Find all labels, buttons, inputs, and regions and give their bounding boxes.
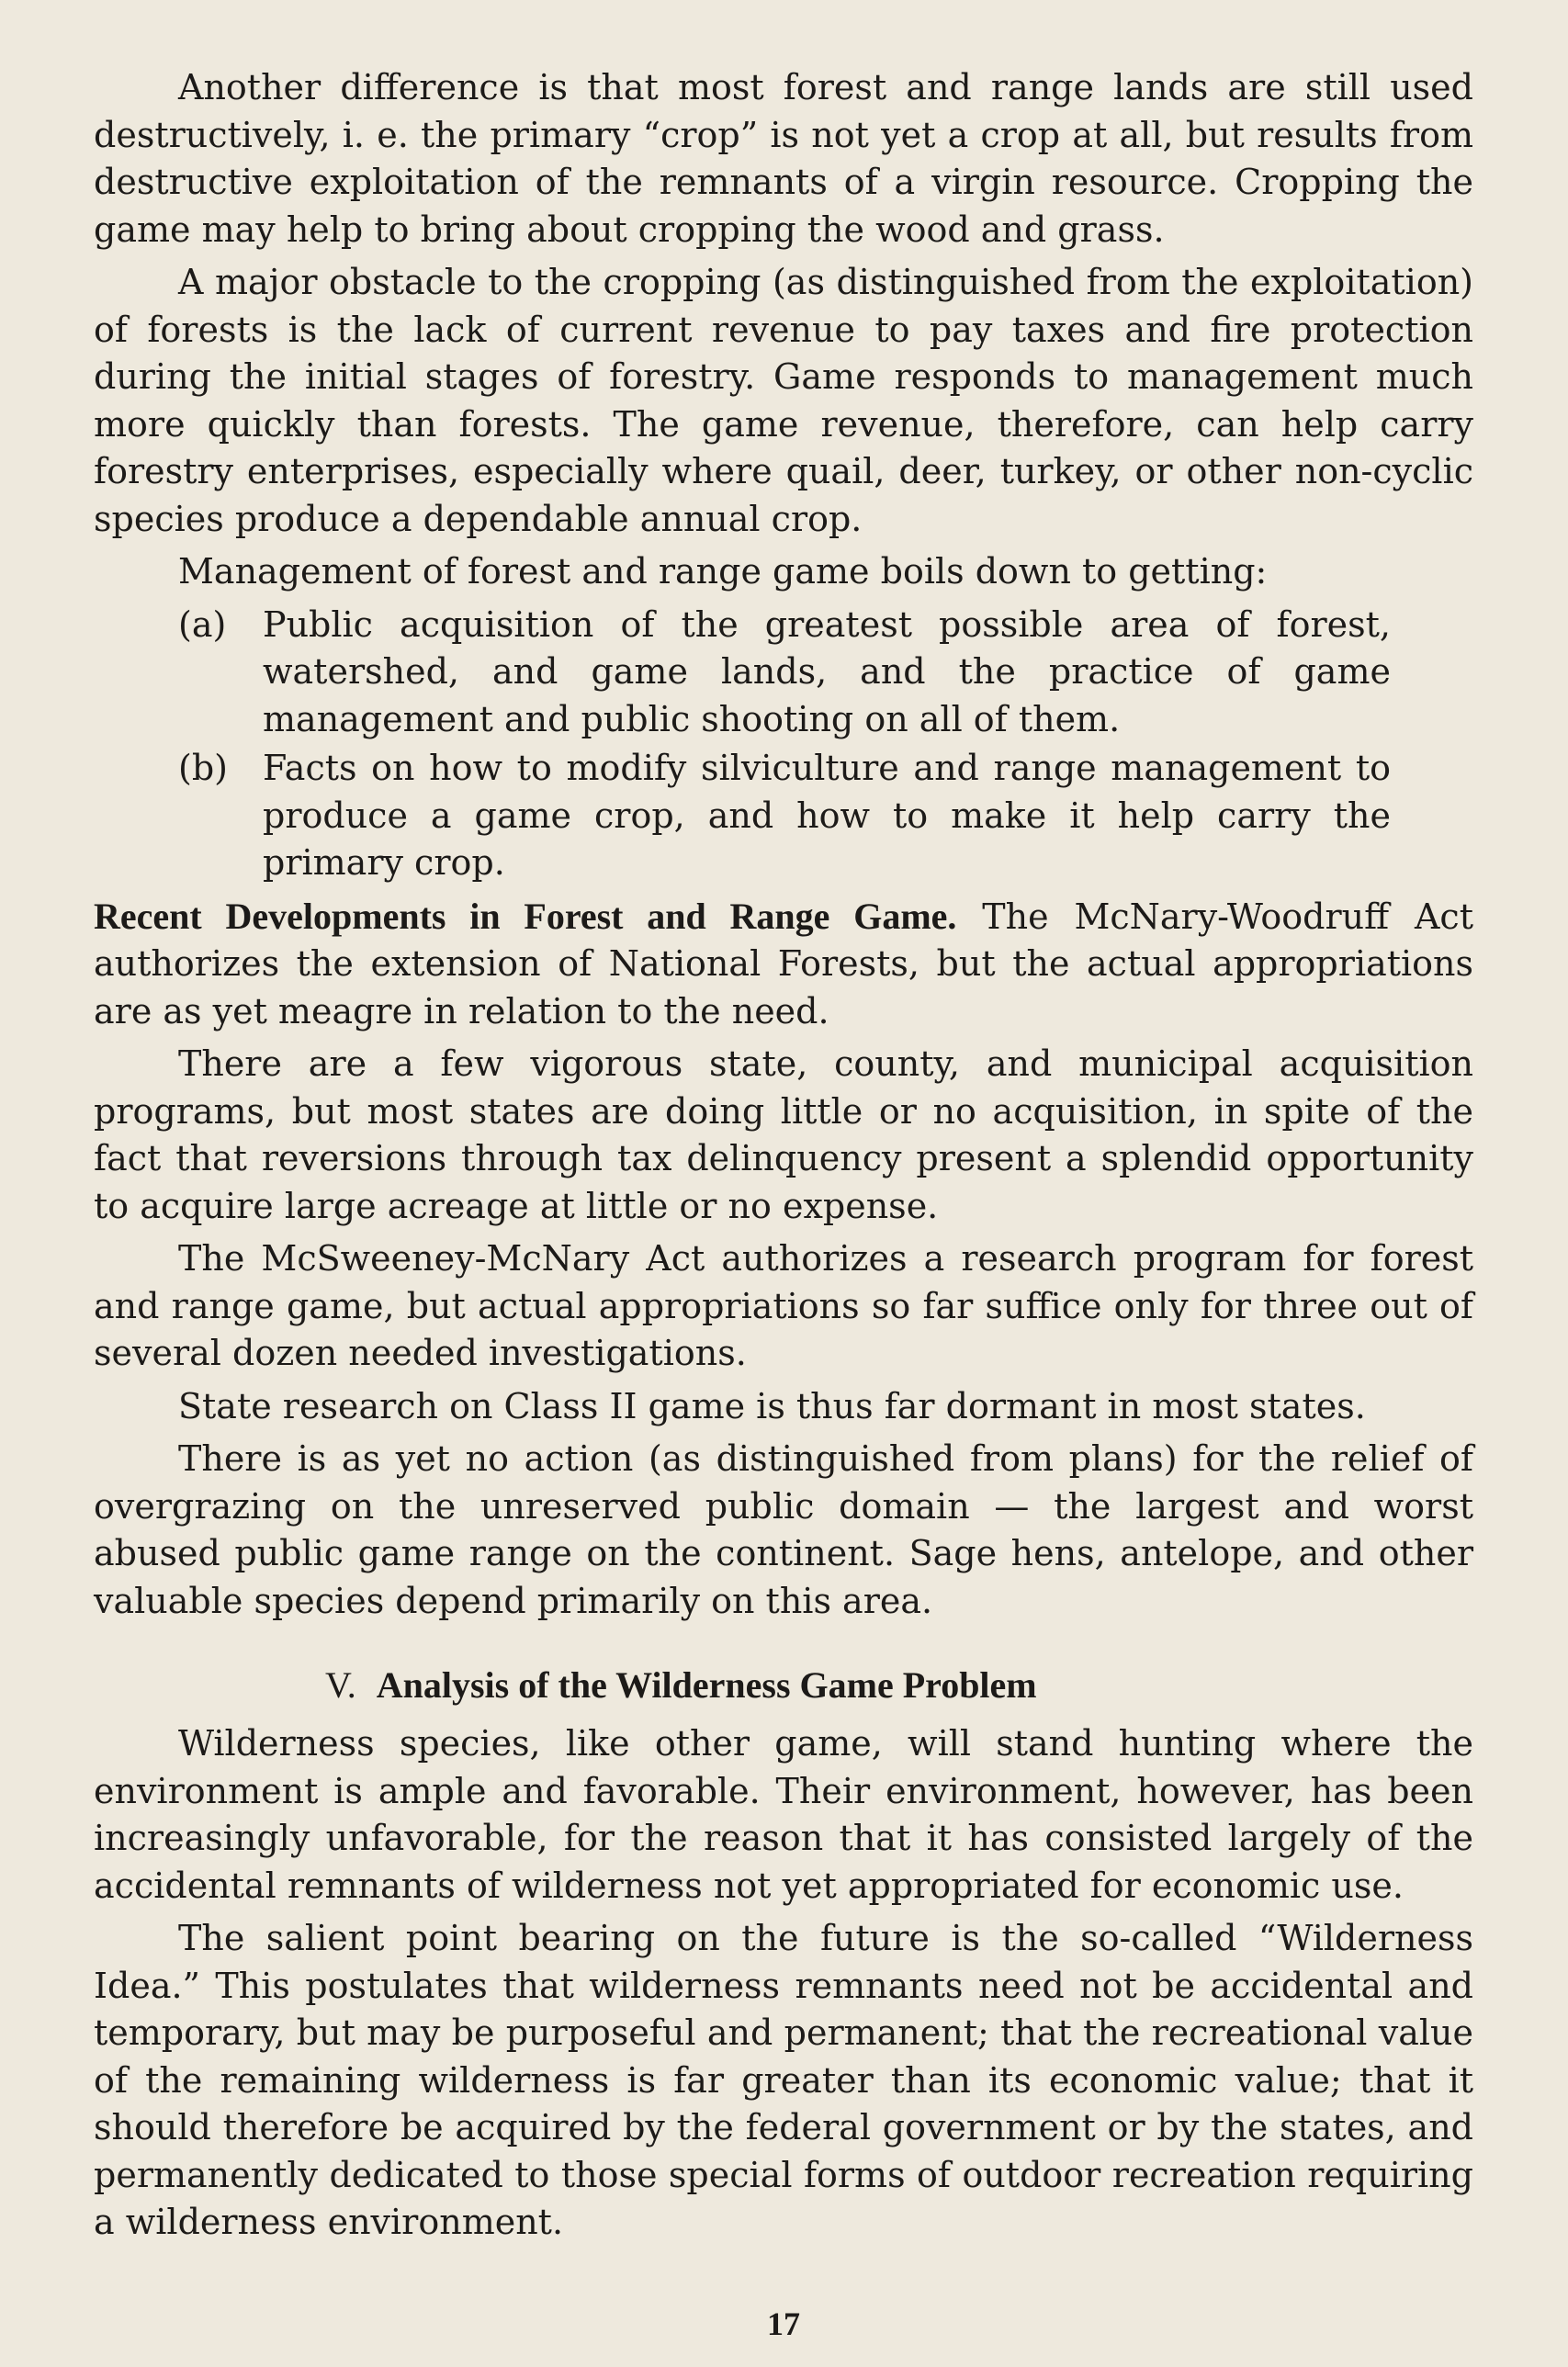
list-marker-label: (b): [178, 748, 228, 788]
paragraph: There is as yet no action (as distinguished from plans) for the relief of overgrazing on the unreserved public domain — the largest and worst abused public game range on the continent. Sage hens, antelope, and other valuable species depend primarily on this area.: [94, 1438, 1473, 1621]
paragraph: Another difference is that most forest and range lands are still used destructively, i. e. the primary “crop” is not yet a crop at all, but results from destructive exploitation of the remnants of a virgin resource. Cropping the game may help to bring about cropping the wood and grass.: [94, 67, 1473, 250]
run-in-heading: Recent Developments in Forest and Range Game.: [94, 895, 957, 937]
section-heading: [94, 1662, 1473, 1709]
paragraph: Management of forest and range game boils down to getting:: [178, 551, 1268, 592]
paragraph: Wilderness species, like other game, will stand hunting where the environment is ample and favorable. Their environment, however, has been increasingly unfavorable, for the reason that it has consisted largely of the accidental remnants of wilderness not yet appropriated for economic use.: [94, 1723, 1473, 1906]
section-number: V.: [325, 1664, 356, 1706]
document-page: [94, 64, 1473, 2342]
list-marker: [94, 745, 263, 887]
recent-developments-text: The McNary-Woodruff Act authorizes the extension of National Forests, but the actual appropriations are as yet meagre in relation to the need.: [94, 896, 1473, 1031]
list-item-text: Public acquisition of the greatest possible area of forest, watershed, and game lands, and the practice of game management and public shooting on all of them.: [263, 603, 1391, 739]
paragraph: State research on Class II game is thus far dormant in most states.: [178, 1385, 1366, 1426]
paragraph: The McSweeney-McNary Act authorizes a research program for forest and range game, but actual appropriations so far suffice only for three out of several dozen needed investigations.: [94, 1238, 1473, 1373]
section-title: Analysis of the Wilderness Game Problem: [376, 1664, 1037, 1706]
list-item-text: Facts on how to modify silviculture and range management to produce a game crop, and how to make it help carry the primary crop.: [263, 748, 1391, 883]
paragraph: The salient point bearing on the future is the so-called “Wilderness Idea.” This postulates that wilderness remnants need not be accidental and temporary, but may be purposeful and permanent; that the recreational value of the remaining wilderness is far greater than its economic value; that it should therefore be acquired by the federal government or by the states, and permanently dedicated to those special forms of outdoor recreation requiring a wilderness environment.: [94, 1918, 1473, 2242]
list-item: [94, 745, 1473, 887]
list-item: [94, 602, 1473, 744]
page-number: 17: [767, 2305, 800, 2342]
paragraph: There are a few vigorous state, county, and municipal acquisition programs, but most states are doing little or no acquisition, in spite of the fact that reversions through tax delinquency present a splendid opportunity to acquire large acreage at little or no expense.: [94, 1043, 1473, 1226]
list-marker-label: (a): [178, 603, 227, 645]
recent-developments-paragraph: [94, 893, 1473, 1036]
management-list: [94, 602, 1473, 887]
paragraph: A major obstacle to the cropping (as distinguished from the exploitation) of forests is the lack of current revenue to pay taxes and fire protection during the initial stages of forestry. Game responds to management much more quickly than forests. The game revenue, therefore, can help carry forestry enterprises, especially where quail, deer, turkey, or other non-cyclic species produce a dependable annual crop.: [94, 262, 1473, 539]
list-marker: [94, 602, 263, 744]
